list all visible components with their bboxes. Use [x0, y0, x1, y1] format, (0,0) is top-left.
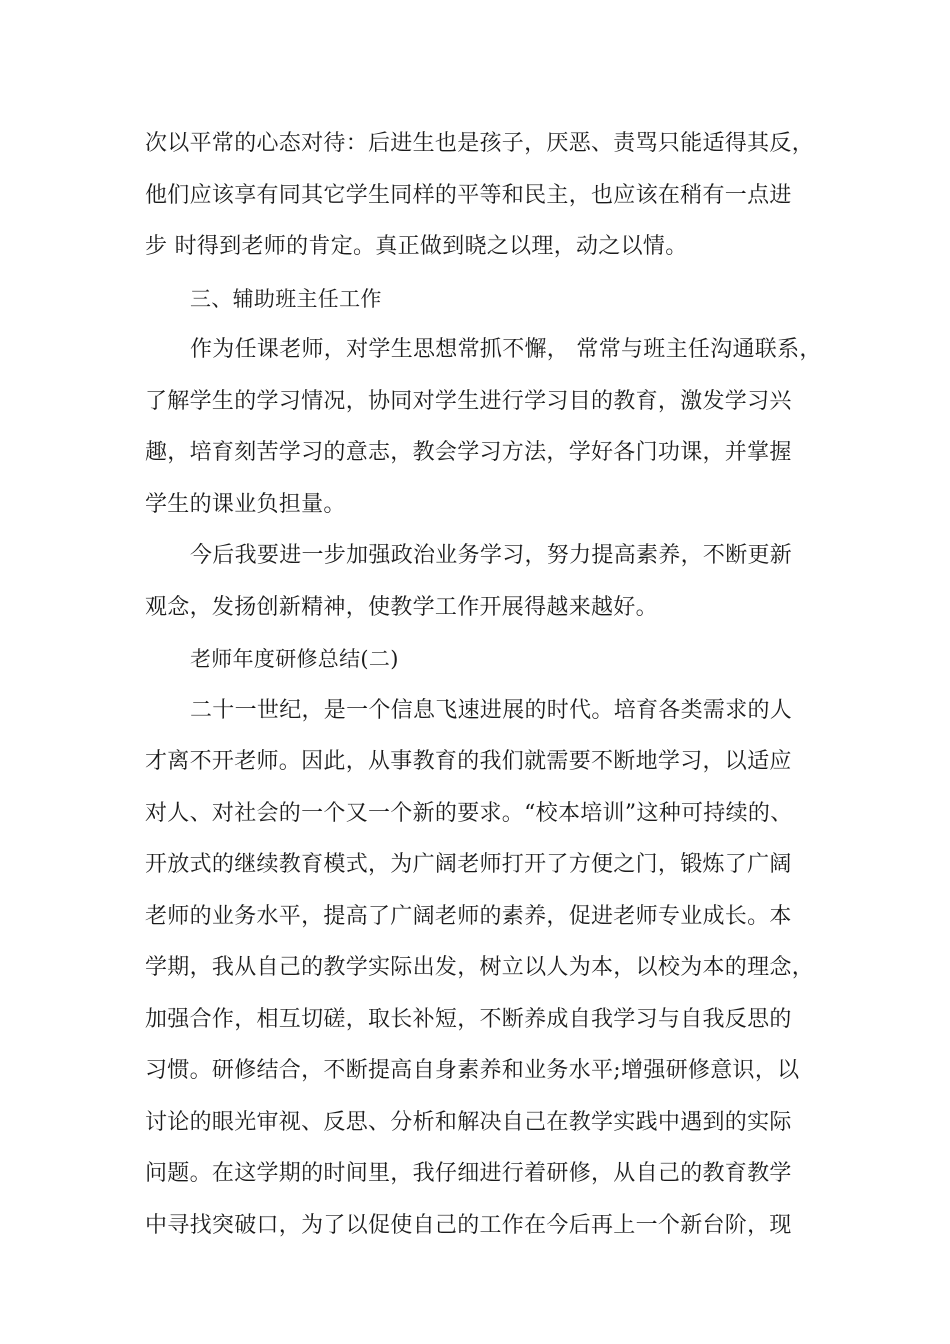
- paragraph-first-line: 今后我要进一步加强政治业务学习，努力提高素养，不断更新: [190, 543, 793, 568]
- text-line: 加强合作，相互切磋，取长补短，不断养成自我学习与自我反思的: [145, 1006, 792, 1032]
- paragraph-first-line: 二十一世纪，是一个信息飞速进展的时代。培育各类需求的人: [190, 697, 793, 723]
- text-line: 中寻找突破口，为了以促使自己的工作在今后再上一个新台阶，现: [145, 1212, 792, 1238]
- text-line: 趣，培育刻苦学习的意志，教会学习方法，学好各门功课，并掌握: [145, 440, 792, 465]
- text-line: 问题。在这学期的时间里，我仔细进行着研修，从自己的教育教学: [145, 1161, 792, 1186]
- text-line: 了解学生的学习情况，协同对学生进行学习目的教育，激发学习兴: [145, 388, 792, 414]
- text-line: 讨论的眼光审视、反思、分析和解决自己在教学实践中遇到的实际: [145, 1109, 792, 1135]
- section-heading: 三、辅助班主任工作: [190, 286, 382, 311]
- section-heading: 老师年度研修总结(二): [190, 647, 399, 671]
- document-body: [145, 129, 825, 1262]
- text-line: 学期，我从自己的教学实际出发，树立以人为本，以校为本的理念，: [145, 955, 815, 980]
- paragraph-first-line: 作为任课老师，对学生思想常抓不懈， 常常与班主任沟通联系，: [190, 337, 822, 362]
- text-line: 开放式的继续教育模式，为广阔老师打开了方便之门，锻炼了广阔: [145, 852, 792, 877]
- text-line: 老师的业务水平，提高了广阔老师的素养，促进老师专业成长。本: [145, 903, 792, 929]
- text-line: 观念，发扬创新精神，使教学工作开展得越来越好。: [145, 594, 658, 620]
- text-line: 习惯。研修结合，不断提高自身素养和业务水平;增强研修意识，以: [145, 1058, 800, 1083]
- text-line: 次以平常的心态对待：后进生也是孩子，厌恶、责骂只能适得其反，: [145, 131, 815, 156]
- text-line: 对人、对社会的一个又一个新的要求。“校本培训”这种可持续的、: [145, 800, 793, 826]
- text-line: 步 时得到老师的肯定。真正做到晓之以理，动之以情。: [145, 234, 688, 259]
- text-line: 他们应该享有同其它学生同样的平等和民主，也应该在稍有一点进: [145, 182, 792, 208]
- text-line: 学生的课业负担量。: [145, 491, 346, 517]
- text-line: 才离不开老师。因此，从事教育的我们就需要不断地学习，以适应: [145, 749, 792, 774]
